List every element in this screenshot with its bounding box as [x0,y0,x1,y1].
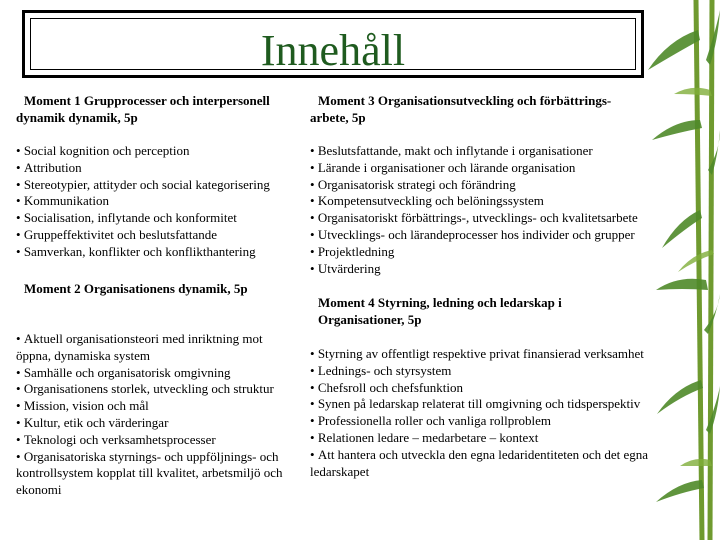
moment-3-heading-line2: arbete, 5p [310,109,366,125]
list-item: • Social kognition och perception [16,143,306,160]
list-item: • Relationen ledare – medarbetare – kontext [310,430,660,447]
moment-4-heading-line2: Organisationer, 5p [318,311,422,327]
list-item: • Lednings- och styrsystem [310,363,660,380]
moment-1-list [16,143,306,261]
list-item: • Utvecklings- och lärandeprocesser hos individer och grupper [310,227,662,244]
page-title: Innehåll [260,26,406,75]
list-item: • Projektledning [310,244,662,261]
moment-1-heading-line2: dynamik dynamik, 5p [16,109,138,125]
list-item: • Lärande i organisationer och lärande organisation [310,160,662,177]
list-item: • Kultur, etik och värderingar [16,415,296,432]
list-item: • Socialisation, inflytande och konformitet [16,210,306,227]
list-item: • Mission, vision och mål [16,398,296,415]
moment-3-section [310,93,650,127]
list-item: • Kompetensutveckling och belöningssystem [310,193,662,210]
moment-3-list [310,143,662,277]
list-item: • Samverkan, konflikter och konflikthantering [16,244,306,261]
list-item: • Aktuell organisationsteori med inriktning mot öppna, dynamiska system [16,331,296,365]
moment-1-section [16,93,301,127]
list-item: • Chefsroll och chefsfunktion [310,380,660,397]
list-item: • Organisatoriskt förbättrings-, utvecklings- och kvalitetsarbete [310,210,662,227]
list-item: • Organisatorisk strategi och förändring [310,177,662,194]
list-item: • Styrning av offentligt respektive privat finansierad verksamhet [310,346,660,363]
list-item: • Teknologi och verksamhetsprocesser [16,432,296,449]
list-item: • Organisatoriska styrnings- och uppföljnings- och kontrollsystem kopplat till kvalitet, arbetsmiljö och ekonomi [16,449,296,499]
list-item: • Gruppeffektivitet och beslutsfattande [16,227,306,244]
moment-4-list [310,346,660,480]
list-item: • Organisationens storlek, utveckling och struktur [16,381,296,398]
list-item: • Att hantera och utveckla den egna ledaridentiteten och det egna ledarskapet [310,447,660,481]
list-item: • Utvärdering [310,261,662,278]
list-item: • Kommunikation [16,193,306,210]
moment-1-heading-line1: Moment 1 Grupprocesser och interpersonell [24,93,270,108]
moment-3-heading-line1: Moment 3 Organisationsutveckling och förbättrings- [318,93,612,108]
list-item: • Beslutsfattande, makt och inflytande i organisationer [310,143,662,160]
list-item: • Professionella roller och vanliga rollproblem [310,413,660,430]
list-item: • Stereotypier, attityder och social kategorisering [16,177,306,194]
moment-4-section [318,295,638,329]
moment-2-heading: Moment 2 Organisationens dynamik, 5p [24,281,248,296]
moment-4-heading-line1: Moment 4 Styrning, ledning och ledarskap i [318,295,562,310]
list-item: • Synen på ledarskap relaterat till omgivning och tidsperspektiv [310,396,660,413]
list-item: • Samhälle och organisatorisk omgivning [16,365,296,382]
title-frame [22,10,644,78]
moment-2-list [16,331,296,499]
list-item: • Attribution [16,160,306,177]
